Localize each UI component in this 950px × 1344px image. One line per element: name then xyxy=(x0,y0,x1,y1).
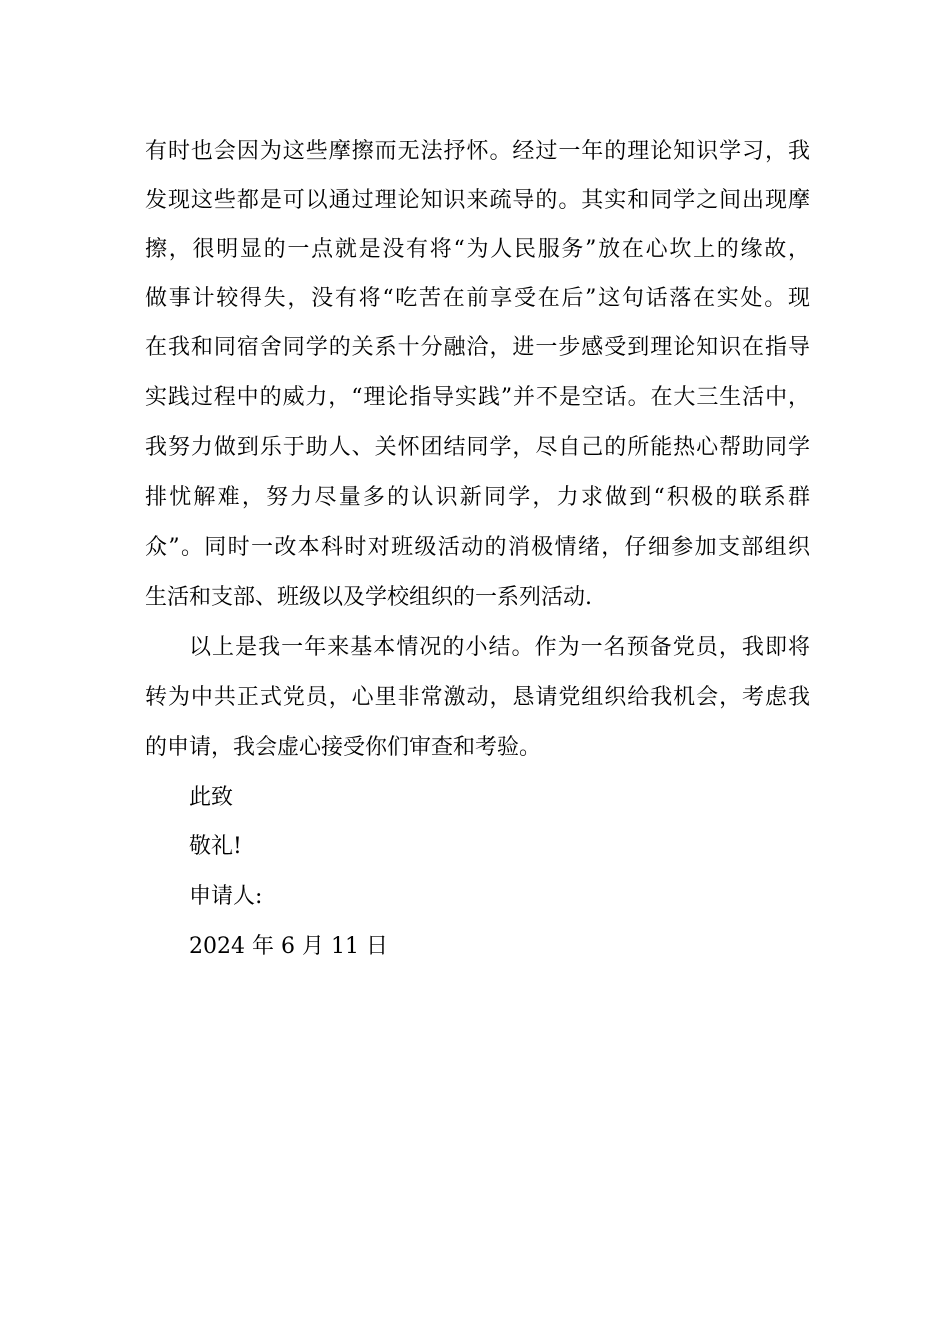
closing-salutation: 此致 xyxy=(189,785,234,810)
paragraph-1-line-9: 众”。同时一改本科时对班级活动的消极情绪，仔细参加支部组织 xyxy=(145,535,810,560)
applicant-label: 申请人: xyxy=(189,884,263,909)
paragraph-2-line-3: 的申请，我会虚心接受你们审查和考验。 xyxy=(145,735,542,760)
paragraph-1-line-8: 排忧解难，努力尽量多的认识新同学，力求做到“积极的联系群 xyxy=(145,485,810,510)
paragraph-1-line-10: 生活和支部、班级以及学校组织的一系列活动. xyxy=(145,585,592,610)
paragraph-1-line-7: 我努力做到乐于助人、关怀团结同学，尽自己的所能热心帮助同学 xyxy=(145,435,810,460)
closing-respect: 敬礼! xyxy=(189,834,242,859)
paragraph-2-line-1: 以上是我一年来基本情况的小结。作为一名预备党员，我即将 xyxy=(189,635,810,660)
paragraph-1-line-2: 发现这些都是可以通过理论知识来疏导的。其实和同学之间出现摩 xyxy=(145,188,810,213)
signature-date: 2024 年 6 月 11 日 xyxy=(189,934,388,959)
paragraph-2-line-2: 转为中共正式党员，心里非常激动，恳请党组织给我机会，考虑我 xyxy=(145,685,810,710)
paragraph-1-line-4: 做事计较得失，没有将“吃苦在前享受在后”这句话落在实处。现 xyxy=(145,286,810,311)
paragraph-1-line-5: 在我和同宿舍同学的关系十分融洽，进一步感受到理论知识在指导 xyxy=(145,335,810,360)
paragraph-1-line-3: 擦，很明显的一点就是没有将“为人民服务”放在心坎上的缘故， xyxy=(145,237,810,262)
paragraph-1-line-6: 实践过程中的威力，“理论指导实践”并不是空话。在大三生活中， xyxy=(145,385,810,410)
paragraph-1-line-1: 有时也会因为这些摩擦而无法抒怀。经过一年的理论知识学习，我 xyxy=(145,139,810,164)
